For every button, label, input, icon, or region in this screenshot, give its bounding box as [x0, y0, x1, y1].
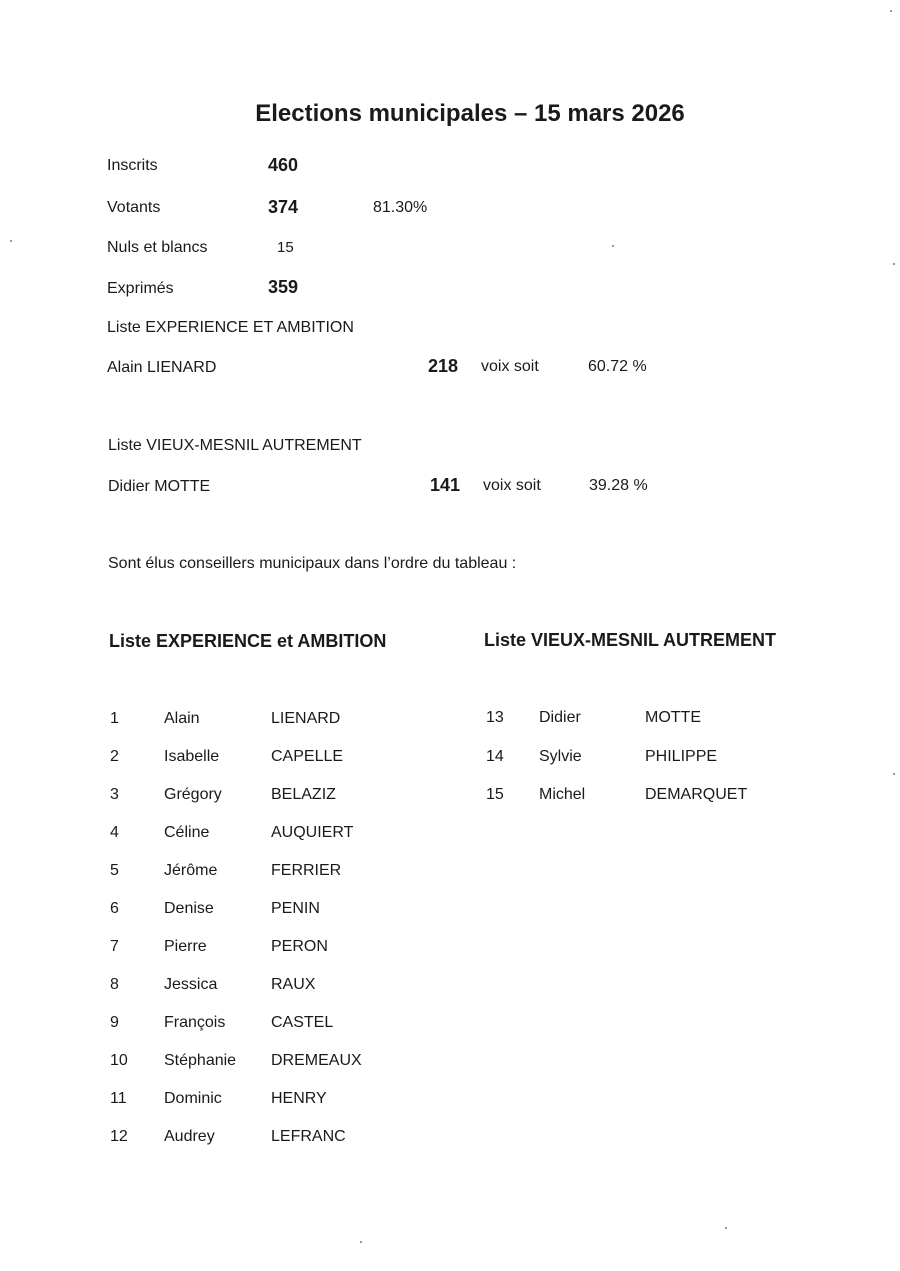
list1-candidate: Alain LIENARD	[107, 359, 217, 376]
councillor-last-name: MOTTE	[645, 709, 701, 726]
councillor-first-name: Pierre	[164, 938, 207, 955]
list1-voix-text: voix soit	[481, 358, 539, 375]
councillor-rank: 13	[486, 709, 504, 726]
councillor-last-name: BELAZIZ	[271, 786, 336, 803]
scan-speck	[10, 240, 12, 242]
elected-intro: Sont élus conseillers municipaux dans l’ordre du tableau :	[108, 555, 517, 572]
scan-speck	[612, 245, 614, 247]
scan-speck	[893, 773, 895, 775]
councillor-last-name: DREMEAUX	[271, 1052, 362, 1069]
list1-name: Liste EXPERIENCE ET AMBITION	[107, 319, 354, 336]
councillor-last-name: LIENARD	[271, 710, 341, 727]
col1-header: Liste EXPERIENCE et AMBITION	[109, 631, 387, 651]
list2-candidate: Didier MOTTE	[108, 478, 211, 495]
councillor-first-name: Michel	[539, 786, 586, 803]
councillor-last-name: AUQUIERT	[271, 824, 354, 841]
councillor-last-name: PHILIPPE	[645, 747, 718, 765]
councillor-last-name: FERRIER	[271, 862, 342, 879]
councillor-rank: 14	[486, 747, 504, 765]
councillor-rank: 5	[110, 862, 119, 879]
councillor-first-name: Didier	[539, 709, 581, 726]
councillor-last-name: HENRY	[271, 1090, 327, 1107]
list1-votes: 218	[428, 356, 459, 376]
councillor-first-name: François	[164, 1014, 226, 1031]
councillor-first-name: Jessica	[164, 976, 218, 993]
votants-percentage: 81.30%	[373, 199, 428, 216]
list1-percentage: 60.72 %	[588, 358, 647, 375]
councillor-first-name: Alain	[164, 710, 200, 727]
page-title: Elections municipales – 15 mars 2026	[255, 100, 685, 127]
exprimes-value: 359	[268, 277, 299, 297]
councillor-first-name: Denise	[164, 900, 214, 917]
councillor-last-name: PENIN	[271, 900, 320, 917]
exprimes-label: Exprimés	[107, 280, 174, 297]
councillor-last-name: CASTEL	[271, 1014, 334, 1031]
councillor-rank: 11	[110, 1090, 127, 1107]
inscrits-label: Inscrits	[107, 157, 158, 174]
scan-speck	[890, 10, 892, 12]
nuls-blancs-value: 15	[277, 239, 294, 256]
councillor-rank: 12	[110, 1128, 128, 1145]
list2-voix-text: voix soit	[483, 477, 541, 494]
councillor-first-name: Stéphanie	[164, 1052, 237, 1069]
councillor-first-name: Isabelle	[164, 748, 220, 765]
scan-speck	[360, 1241, 362, 1243]
votants-label: Votants	[107, 199, 161, 216]
list2-percentage: 39.28 %	[589, 477, 648, 494]
list2-name: Liste VIEUX-MESNIL AUTREMENT	[108, 437, 362, 454]
councillor-last-name: DEMARQUET	[645, 786, 748, 803]
councillor-last-name: RAUX	[271, 976, 316, 993]
councillor-rank: 9	[110, 1014, 119, 1031]
councillor-rank: 2	[110, 748, 119, 765]
councillor-rank: 4	[110, 824, 119, 841]
councillor-rank: 8	[110, 976, 119, 993]
councillor-rank: 15	[486, 786, 504, 803]
councillor-last-name: LEFRANC	[271, 1128, 346, 1145]
nuls-blancs-label: Nuls et blancs	[107, 239, 208, 256]
councillor-first-name: Jérôme	[164, 862, 218, 879]
inscrits-value: 460	[268, 155, 299, 175]
list2-votes: 141	[430, 475, 461, 495]
councillor-first-name: Dominic	[164, 1090, 222, 1107]
councillor-rank: 6	[110, 900, 119, 917]
councillor-first-name: Grégory	[164, 786, 222, 803]
councillor-last-name: PERON	[271, 938, 328, 955]
scan-speck	[725, 1227, 727, 1229]
votants-value: 374	[268, 197, 299, 217]
scan-speck	[893, 263, 895, 265]
councillor-last-name: CAPELLE	[271, 748, 344, 765]
councillor-rank: 1	[110, 710, 119, 727]
councillor-first-name: Audrey	[164, 1128, 215, 1145]
councillor-rank: 3	[110, 786, 119, 803]
col2-header: Liste VIEUX-MESNIL AUTREMENT	[484, 630, 777, 650]
councillor-first-name: Céline	[164, 824, 210, 841]
councillor-rank: 7	[110, 938, 119, 955]
councillor-rank: 10	[110, 1052, 128, 1069]
councillor-first-name: Sylvie	[539, 747, 582, 765]
